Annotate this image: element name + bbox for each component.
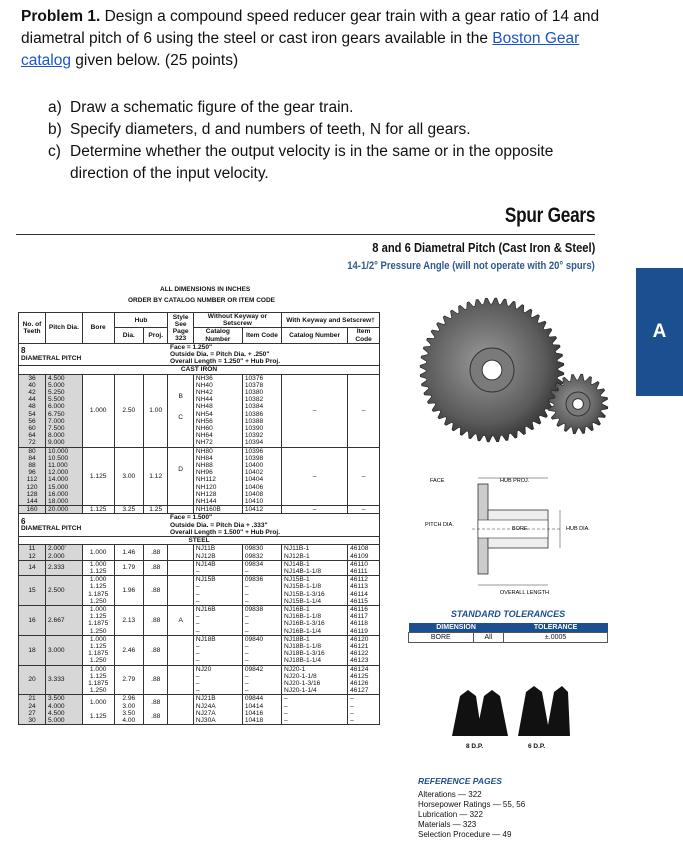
problem-text-end: given below. (25 points) [75,52,239,69]
gear-table [18,312,380,725]
catalog-subtitle: 8 and 6 Diametral Pitch (Cast Iron & Steel) [371,240,595,255]
diagram-pitch-dia-label: PITCH DIA. [425,522,454,528]
reference-title: REFERENCE PAGES [418,776,502,786]
pressure-angle-note: 14-1/2° Pressure Angle (will not operate with 20° spurs) [347,260,595,272]
section-tab: A [636,268,683,396]
order-note: ORDER BY CATALOG NUMBER OR ITEM CODE [128,297,275,304]
problem-text: Design a compound speed reducer gear train with a gear ratio of 14 and diametral pitch of 6 using the steel or cast iron gears available in the [21,8,600,47]
col-pitch-dia: Pitch Dia. [46,313,83,344]
gear-photo [410,292,610,457]
problem-statement [21,6,621,72]
col-bore: Bore [82,313,114,344]
dimension-diagram [420,470,620,600]
diagram-bore-label: BORE [512,526,528,532]
section-6-ol: Overall Length = 1.500" + Hub Proj. [169,528,281,536]
col-item-code-keyed: Item Code [348,328,380,343]
diagram-hub-proj-label: HUB PROJ. [500,478,530,484]
col-hub: Hub [114,313,168,328]
col-item-code: Item Code [242,328,281,343]
col-catalog-number-keyed: Catalog Number [282,328,348,343]
table-row: 20 3.333 1.000 1.125 1.1875 1.250 2.79 .88 NJ20 – – – 09842 – – – NJ20-1 NJ20-1-1/8 NJ20-1-3/16 NJ20-1-1/4 46124 46125 46126 46127 [19,665,380,695]
tolerances-title: STANDARD TOLERANCES [450,609,566,619]
task-item: b) Specify diameters, d and numbers of teeth, N for all gears. [48,121,471,138]
task-item: c) Determine whether the output velocity is in the same or in the opposite direction of the input velocity. [48,143,554,182]
tol-value: ±.0005 [504,633,608,643]
diagram-hub-dia-label: HUB DIA. [566,526,590,532]
list-item: Horsepower Ratings — 55, 56 [418,800,526,809]
section-6-face: Face = 1.500" [169,514,213,522]
section-6dp-header [19,514,380,537]
material-cast-iron: CAST IRON [19,366,380,374]
col-without-keyway: Without Keyway or Setscrew [193,313,281,328]
task-list [48,97,608,185]
catalog-title: Spur Gears [504,204,595,227]
problem-label: Problem 1. [21,8,101,25]
material-steel: STEEL [19,537,380,545]
table-row: 15 2.500 1.000 1.125 1.1875 1.250 1.96 .88 NJ15B – – – 09836 – – – NJ15B-1 NJ15B-1-1/8 NJ15B-1-3/16 NJ15B-1-1/4 46112 46113 46114 46115 [19,576,380,606]
section-6-number: 6 [21,517,26,527]
tooth-label-8dp: 8 D.P. [466,743,484,750]
col-teeth: No. of Teeth [19,313,46,344]
section-6-rows [19,545,380,725]
diagram-face-label: FACE [430,478,445,484]
title-divider [16,234,595,235]
col-hub-proj: Proj. [143,328,167,343]
section-8-ol: Overall Length = 1.250" + Hub Proj. [169,358,281,366]
col-with-keyway: With Keyway and Setscrew† [282,313,380,328]
header-row [19,313,380,328]
table-row: 11 12 2.000' 2.000 1.000 1.46 .88 NJ11B NJ12B 09830 09832 NJ11B-1 NJ12B-1 46108 46109 [19,545,380,560]
section-8-number: 8 [21,346,26,356]
table-row: 14 2.333 1.000 1.125 1.79 .88 NJ14B – 09834 – NJ14B-1 NJ14B-1-1/8 46110 46111 [19,560,380,575]
tol-dim: BORE [409,633,474,643]
section-8-face: Face = 1.250" [169,343,213,351]
col-hub-dia: Dia. [114,328,143,343]
tolerances-box [408,609,608,643]
tolerances-table [408,623,608,643]
table-row: 80 84 88 96 112 120 128 144 10.000 10.500 11.000 12.000 14.000 15.000 16.000 18.000 1.125 3.00 1.12 D NH80 NH84 NH88 NH96 NH112 NH120 NH128 NH144 10396 10398 10400 10402 10404 10406 10408 10410 – – [19,447,380,506]
table-row: 18 3.000 1.000 1.125 1.1875 1.250 2.46 .88 NJ18B – – – 09840 – – – NJ18B-1 NJ18B-1-1/8 NJ18B-1-3/16 NJ18B-1-1/4 46120 46121 46122 46123 [19,635,380,665]
col-catalog-number: Catalog Number [193,328,242,343]
catalog-page [0,196,683,854]
section-8dp-header [19,343,380,366]
list-item: Selection Procedure — 49 [418,830,512,839]
reference-pages [418,776,598,840]
tol-col-dimension: DIMENSION [409,623,504,633]
tooth-profiles [450,678,570,738]
table-row: 16 2.667 1.000 1.125 1.1875 1.250 2.13 .88 A NJ16B – – – 09838 – – – NJ16B-1 NJ16B-1-1/8 NJ16B-1-3/16 NJ16B-1-1/4 46116 46117 46118 46119 [19,605,380,635]
tol-col-tolerance: TOLERANCE [504,623,608,633]
section-6-label: DIAMETRAL PITCH [21,525,82,533]
col-style: Style See Page 323 [168,313,193,344]
diagram-overall-length-label: OVERALL LENGTH [500,590,550,596]
catalog-link[interactable]: Boston Gear catalog [21,30,580,69]
list-item: Alterations — 322 [418,790,482,799]
table-row: 36 40 42 44 48 54 56 60 64 72 4.500 5.000 5.250 5.500 6.000 6.750 7.000 7.500 8.000 9.000 1.000 2.50 1.00 B C NH36 NH40 NH42 NH44 NH48 NH54 NH56 NH60 NH64 NH72 10376 10378 10380 10382 10384 10386 10388 10390 10392 10394 – – [19,374,380,447]
table-row: 21 24 27 30 3.500 4.000 4.500 5.000 1.000 1.125 2.96 3.00 3.50 4.00 .88 .88 NJ21B NJ24A NJ27A NJ30A 09844 10414 10416 10418 – – – – – – – – [19,695,380,725]
tol-scope: All [473,633,504,643]
section-8-od: Outside Dia. = Pitch Dia. + .250" [169,351,270,359]
table-row: 160 20.000 1.125 3.25 1.25 NH160B 10412 – – [19,506,380,514]
task-item: a) Draw a schematic figure of the gear train. [48,99,354,116]
list-item: Lubrication — 322 [418,810,483,819]
list-item: Materials — 323 [418,820,477,829]
section-6-od: Outside Dia. = Pitch Dia + .333" [169,521,268,529]
tooth-label-6dp: 6 D.P. [528,743,546,750]
section-8-label: DIAMETRAL PITCH [21,354,82,362]
dims-note: ALL DIMENSIONS IN INCHES [160,286,251,293]
